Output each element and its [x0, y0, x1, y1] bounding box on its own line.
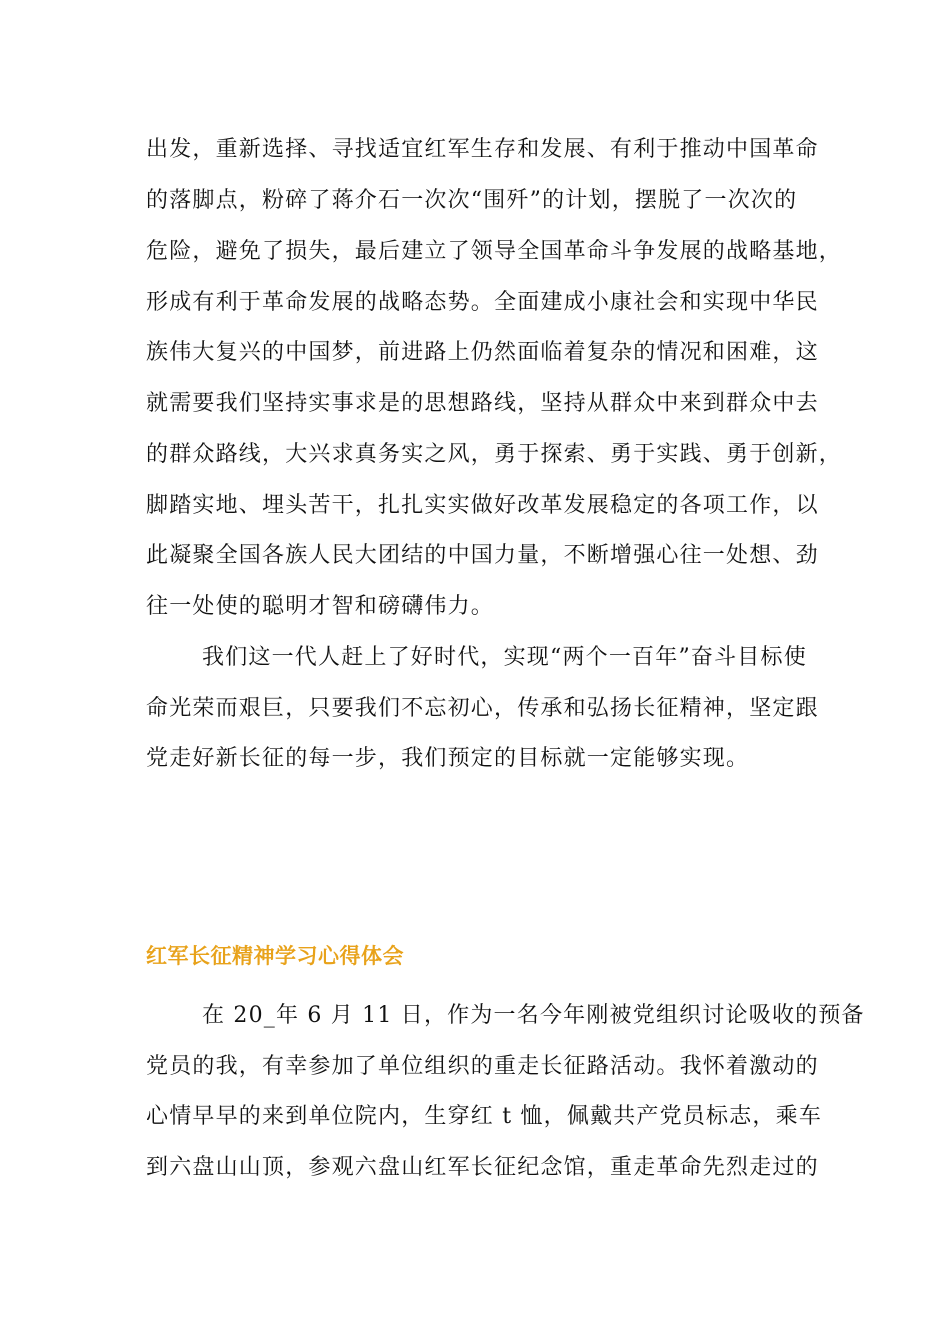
- paragraph-line: 出发，重新选择、寻找适宜红军生存和发展、有利于推动中国革命: [146, 137, 819, 162]
- paragraph-line: 形成有利于革命发展的战略态势。全面建成小康社会和实现中华民: [146, 290, 819, 315]
- paragraph-line: 往一处使的聪明才智和磅礴伟力。: [146, 594, 495, 619]
- paragraph-line: 此凝聚全国各族人民大团结的中国力量，不断增强心往一处想、劲: [146, 543, 819, 568]
- paragraph-line: 命光荣而艰巨，只要我们不忘初心，传承和弘扬长征精神，坚定跟: [146, 696, 819, 721]
- paragraph-line: 就需要我们坚持实事求是的思想路线，坚持从群众中来到群众中去: [146, 391, 819, 416]
- paragraph-line: 到六盘山山顶，参观六盘山红军长征纪念馆，重走革命先烈走过的: [146, 1155, 819, 1180]
- paragraph-line: 心情早早的来到单位院内，生穿红 t 恤，佩戴共产党员标志，乘车: [146, 1104, 823, 1129]
- paragraph-line: 危险，避免了损失，最后建立了领导全国革命斗争发展的战略基地，: [146, 239, 843, 264]
- paragraph-line: 的群众路线，大兴求真务实之风，勇于探索、勇于实践、勇于创新，: [146, 442, 843, 467]
- paragraph-line: 的落脚点，粉碎了蒋介石一次次“围歼”的计划，摆脱了一次次的: [146, 188, 798, 213]
- paragraph-line: 族伟大复兴的中国梦，前进路上仍然面临着复杂的情况和困难，这: [146, 340, 819, 365]
- paragraph-line: 脚踏实地、埋头苦干，扎扎实实做好改革发展稳定的各项工作，以: [146, 493, 819, 518]
- paragraph-line: 我们这一代人赶上了好时代，实现“两个一百年”奋斗目标使: [202, 645, 807, 670]
- paragraph-line: 党走好新长征的每一步，我们预定的目标就一定能够实现。: [146, 746, 750, 771]
- paragraph-line: 在 20_年 6 月 11 日，作为一名今年刚被党组织讨论吸收的预备: [202, 1003, 865, 1028]
- paragraph-line: 党员的我，有幸参加了单位组织的重走长征路活动。我怀着激动的: [146, 1054, 819, 1079]
- section-heading: 红军长征精神学习心得体会: [146, 944, 404, 968]
